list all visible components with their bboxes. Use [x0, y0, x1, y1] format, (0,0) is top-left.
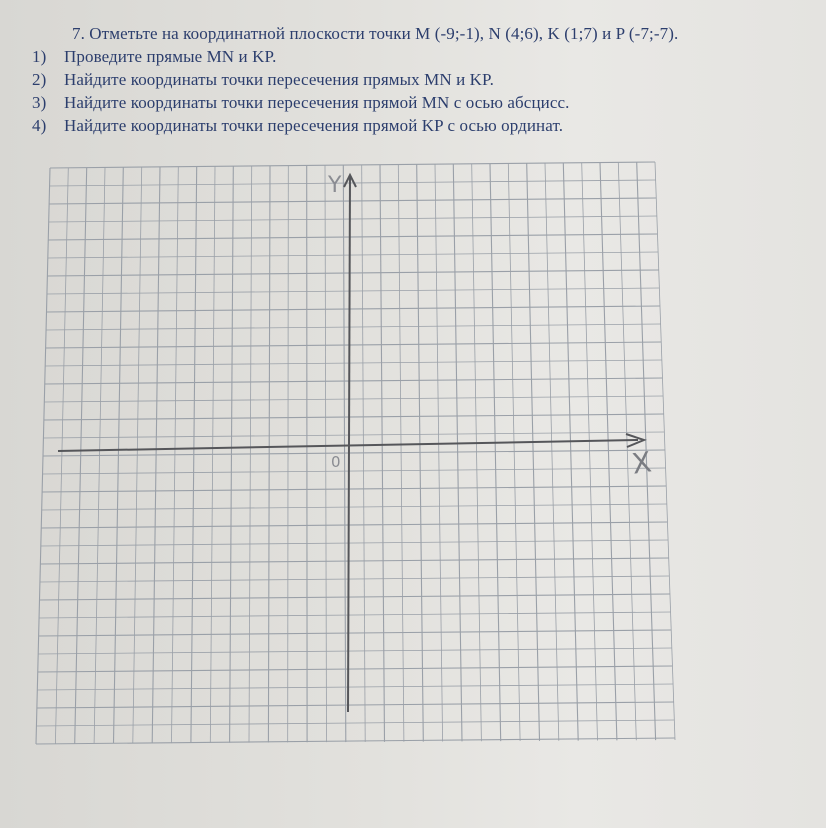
task-item-number: 2) [32, 70, 47, 89]
grid-line-horizontal [46, 324, 661, 330]
grid-line-horizontal [39, 630, 672, 636]
grid-line-horizontal [41, 522, 667, 528]
grid-line-horizontal [47, 288, 660, 294]
grid-line-horizontal [45, 360, 662, 366]
grid-line-horizontal [36, 738, 675, 744]
grid-line-vertical [582, 163, 598, 741]
x-axis [58, 434, 644, 451]
y-axis-label: Y [328, 173, 342, 198]
task-item-number: 4) [32, 116, 47, 135]
grid-line-vertical [655, 162, 675, 740]
grid-line-horizontal [40, 576, 670, 582]
grid-line-horizontal [44, 396, 663, 402]
grid-line-horizontal [49, 216, 657, 222]
grid-line-horizontal [40, 558, 668, 564]
grid-line-horizontal [47, 306, 661, 312]
grid-line-horizontal [48, 252, 658, 258]
x-axis-label: X [629, 445, 654, 481]
grid-line-horizontal [42, 504, 667, 510]
grid-line-horizontal [37, 684, 673, 690]
grid-line-vertical [527, 163, 540, 741]
grid-line-vertical [472, 164, 482, 741]
grid-lines [36, 162, 675, 744]
grid-line-vertical [453, 164, 462, 741]
origin-label: 0 [331, 453, 341, 471]
grid-line-horizontal [45, 378, 663, 384]
grid-line-vertical [545, 163, 559, 741]
grid-line-horizontal [47, 270, 658, 276]
task-item-number: 3) [32, 93, 47, 112]
grid-line-horizontal [43, 432, 664, 438]
grid-line-vertical [417, 164, 424, 741]
grid-line-horizontal [39, 612, 671, 618]
grid-line-horizontal [46, 342, 662, 348]
task-item-text: Проведите прямые MN и KP. [64, 47, 277, 66]
grid-line-vertical [398, 165, 404, 742]
grid-line-horizontal [38, 648, 672, 654]
grid-line-horizontal [38, 666, 673, 672]
grid-line-vertical [563, 163, 578, 741]
grid-line-horizontal [41, 540, 668, 546]
task-item-text: Найдите координаты точки пересечения прямой MN с осью абсцисс. [64, 93, 570, 112]
grid-line-vertical [490, 164, 501, 741]
grid-line-horizontal [43, 450, 665, 456]
grid-line-vertical [600, 163, 617, 741]
y-axis-line [348, 176, 350, 712]
grid-line-horizontal [49, 198, 656, 204]
task-item-text: Найдите координаты точки пересечения прямой KP с осью ординат. [64, 116, 564, 135]
grid-line-horizontal [44, 414, 664, 420]
grid-line-horizontal [42, 486, 666, 492]
grid-line-vertical [508, 163, 520, 741]
grid-line-horizontal [36, 720, 674, 726]
grid-line-horizontal [37, 702, 674, 708]
grid-line-horizontal [43, 468, 666, 474]
task-item-text: Найдите координаты точки пересечения прямых MN и KP. [64, 70, 495, 89]
grid-line-horizontal [40, 594, 671, 600]
grid-line-horizontal [48, 234, 657, 240]
task-item-number: 1) [32, 47, 47, 66]
grid-line-horizontal [50, 162, 655, 168]
grid-line-vertical [435, 164, 443, 741]
task-title: 7. Отметьте на координатной плоскости точки M (-9;-1), N (4;6), K (1;7) и P (-7;-7). [72, 24, 679, 43]
